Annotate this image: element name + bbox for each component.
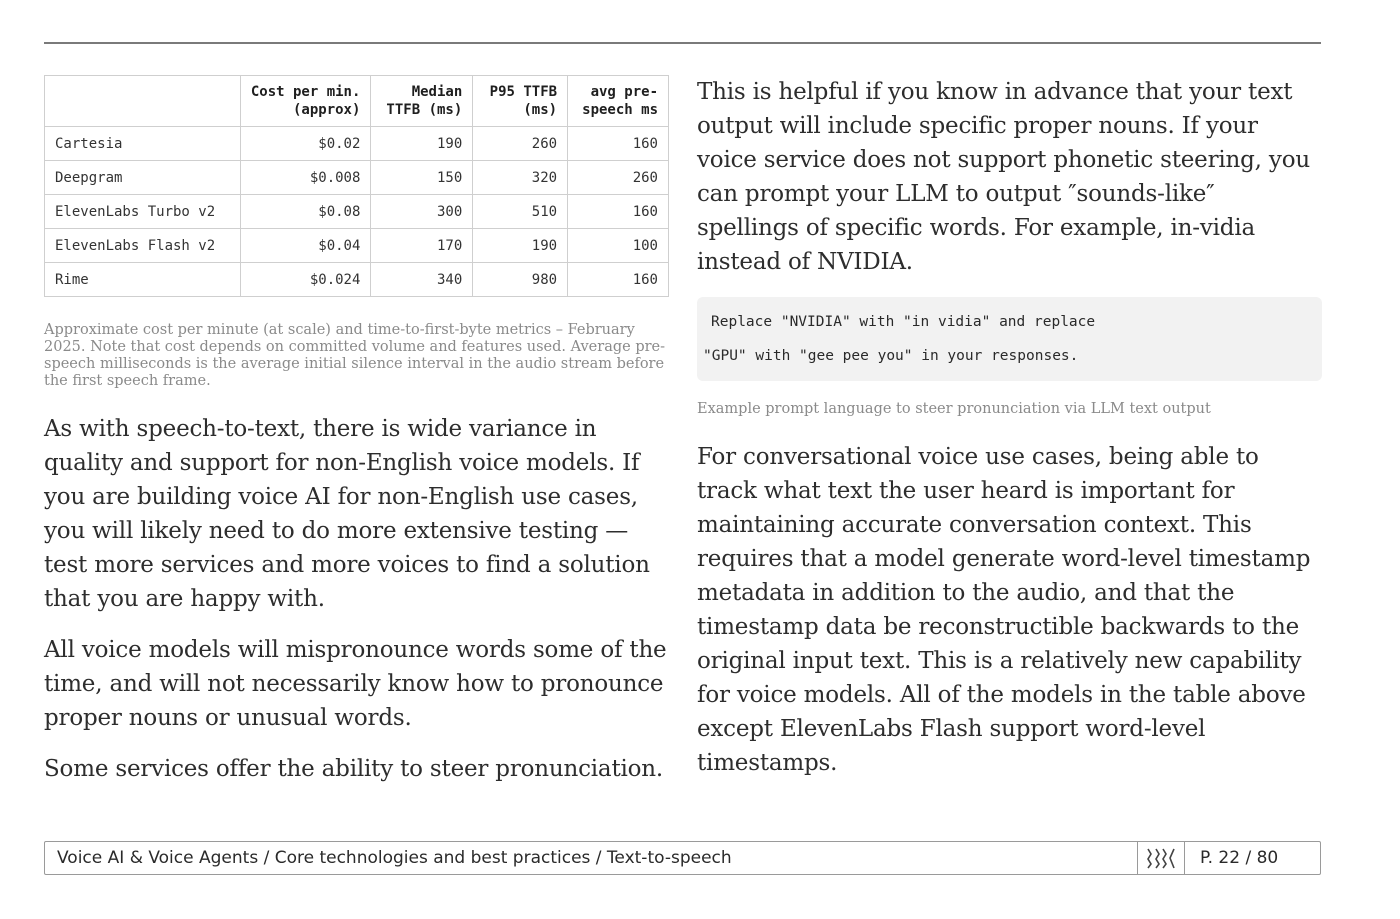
- table-header-cell: Cost per min. (approx): [240, 76, 371, 127]
- table-row: [45, 229, 669, 263]
- page-number: P. 22 / 80: [1200, 848, 1279, 868]
- table-cell: 260: [473, 127, 568, 161]
- table-cell: Rime: [45, 263, 241, 297]
- table-cell: 340: [371, 263, 473, 297]
- table-cell: 160: [568, 195, 669, 229]
- code-line: Replace "NVIDIA" with "in vidia" and replace: [711, 314, 1096, 330]
- table-row: [45, 161, 669, 195]
- paragraph-mispronounce: All voice models will mispronounce words some of the time, and will not necessarily know how to pronounce proper nouns or unusual words.: [44, 637, 667, 731]
- page-footer: [44, 841, 1321, 875]
- table-cell: ElevenLabs Flash v2: [45, 229, 241, 263]
- table-header-cell: Median TTFB (ms): [371, 76, 473, 127]
- table-row: [45, 195, 669, 229]
- paragraph-timestamps: For conversational voice use cases, being able to track what text the user heard is important for maintaining accurate conversation context. This requires that a model generate word-level timestamp metadata in addition to the audio, and that the timestamp data be reconstructible backwards to the original input text. This is a relatively new capability for voice models. All of the models in the table above except ElevenLabs Flash support word-level timestamps.: [697, 444, 1311, 776]
- table-cell: 100: [568, 229, 669, 263]
- table-cell: $0.008: [240, 161, 371, 195]
- table-row: [45, 263, 669, 297]
- table-cell: 190: [371, 127, 473, 161]
- code-line: "GPU" with "gee pee you" in your responses.: [703, 348, 1079, 364]
- table-cell: 150: [371, 161, 473, 195]
- table-cell: 190: [473, 229, 568, 263]
- paragraph-non-english: As with speech-to-text, there is wide variance in quality and support for non-English voice models. If you are building voice AI for non-English use cases, you will likely need to do more extensive testing — test more services and more voices to find a solution that you are happy with.: [44, 416, 650, 612]
- table-cell: 160: [568, 127, 669, 161]
- table-cell: 980: [473, 263, 568, 297]
- code-block: [697, 297, 1322, 381]
- table-header-cell: [45, 76, 241, 127]
- table-cell: 160: [568, 263, 669, 297]
- waveform-logo-icon: [1144, 846, 1178, 870]
- table-cell: 170: [371, 229, 473, 263]
- table-cell: 260: [568, 161, 669, 195]
- table-header-row: [45, 76, 669, 127]
- table-cell: 320: [473, 161, 568, 195]
- table-cell: $0.08: [240, 195, 371, 229]
- table-cell: $0.02: [240, 127, 371, 161]
- paragraph-steer-pronunciation: Some services offer the ability to steer pronunciation.: [44, 756, 664, 782]
- table-caption: Approximate cost per minute (at scale) and time-to-first-byte metrics – February 2025. Note that cost depends on committed volume and features used. Average pre-speech milliseconds is the average initial silence interval in the audio stream before the first speech frame.: [44, 322, 666, 389]
- left-column: [44, 75, 669, 786]
- breadcrumb: Voice AI & Voice Agents / Core technologies and best practices / Text-to-speech: [57, 848, 732, 868]
- table-cell: Cartesia: [45, 127, 241, 161]
- table-header-cell: P95 TTFB (ms): [473, 76, 568, 127]
- table-header-cell: avg pre- speech ms: [568, 76, 669, 127]
- code-caption: Example prompt language to steer pronunciation via LLM text output: [697, 401, 1211, 417]
- table-row: [45, 127, 669, 161]
- table-cell: $0.024: [240, 263, 371, 297]
- table-cell: Deepgram: [45, 161, 241, 195]
- top-divider: [44, 42, 1321, 44]
- table-cell: 510: [473, 195, 568, 229]
- right-column: [697, 75, 1322, 780]
- table-cell: ElevenLabs Turbo v2: [45, 195, 241, 229]
- table-cell: 300: [371, 195, 473, 229]
- table-cell: $0.04: [240, 229, 371, 263]
- paragraph-proper-nouns: This is helpful if you know in advance that your text output will include specific proper nouns. If your voice service does not support phonetic steering, you can prompt your LLM to output ″sounds-like″ spellings of specific words. For example, in-vidia instead of NVIDIA.: [697, 79, 1310, 275]
- waveform-logo-icon: [1137, 842, 1185, 874]
- tts-metrics-table: [44, 75, 669, 297]
